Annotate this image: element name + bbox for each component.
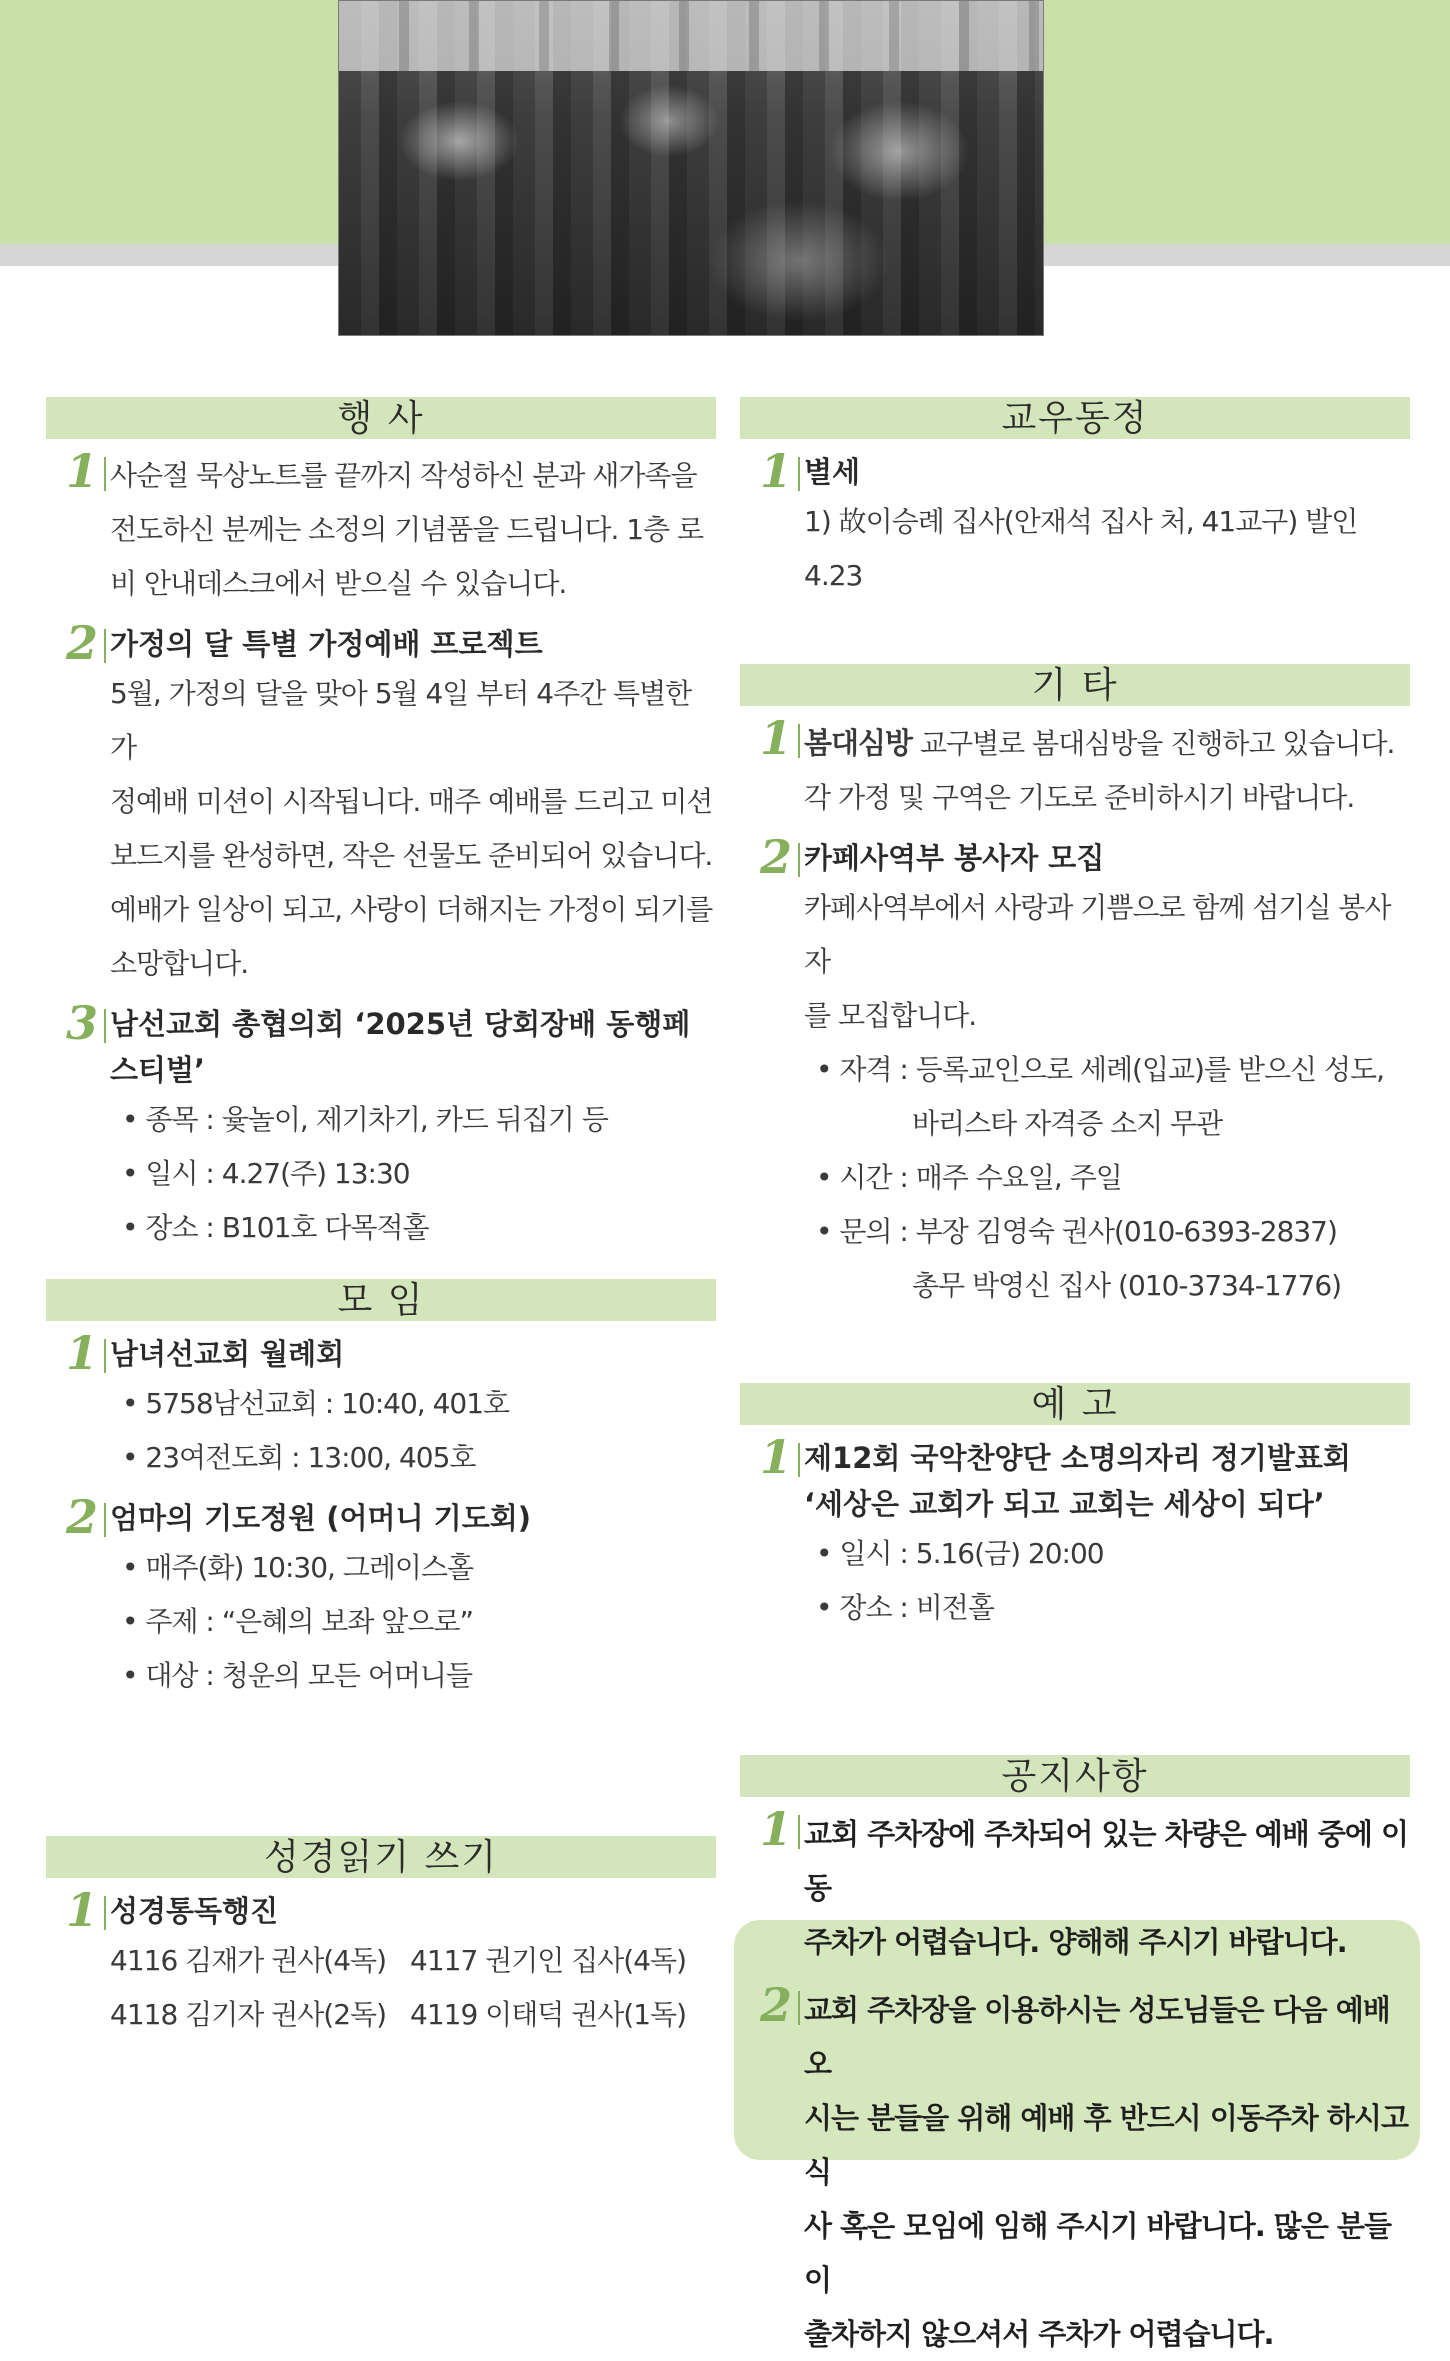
etc-item-2-bullet: • 자격 : 등록교인으로 세례(입교)를 받으신 성도, — [804, 1043, 1410, 1097]
fellowship-item-1-line: 1) 故이승례 집사(안재석 집사 처, 41교구) 발인 4.23 — [804, 505, 1358, 592]
item-number: 2 — [66, 616, 99, 670]
meetings-item-2 — [46, 1490, 716, 1703]
bible-entry: 4116 김재가 권사(4독) — [110, 1944, 387, 1977]
bible-entry: 4119 이태덕 권사(1독) — [410, 1998, 687, 2031]
preview-item-1-bullet: • 일시 : 5.16(금) 20:00 — [804, 1527, 1410, 1581]
meetings-item-1-title: 남녀선교회 월례회 — [110, 1337, 345, 1371]
preview-item-1-subtitle: ‘세상은 교회가 되고 교회는 세상이 되다’ — [804, 1487, 1325, 1521]
preview-item-1-title: 제12회 국악찬양단 소명의자리 정기발표회 — [804, 1441, 1351, 1475]
notice-title: 공지사항 — [740, 1755, 1410, 1797]
item-number: 1 — [66, 1883, 99, 1937]
congregation-photo — [338, 0, 1044, 336]
preview-section — [740, 1383, 1410, 1635]
number-divider — [104, 1503, 106, 1537]
item-number: 3 — [66, 996, 99, 1050]
events-item-2-line: 예배가 일상이 되고, 사랑이 더해지는 가정이 되기를 — [110, 893, 713, 926]
preview-title: 예 고 — [740, 1383, 1410, 1425]
etc-item-2-line: 를 모집합니다. — [804, 999, 977, 1032]
number-divider — [104, 1339, 106, 1373]
events-item-3-title: 남선교회 총협의회 ‘2025년 당회장배 동행페스티벌’ — [110, 1007, 691, 1087]
etc-section — [740, 664, 1410, 1313]
bible-section — [46, 1836, 716, 2042]
events-item-2-line: 소망합니다. — [110, 947, 249, 980]
item-number: 2 — [760, 1978, 793, 2032]
notice-item-2-line: 출차하지 않으셔서 주차가 어렵습니다. — [804, 2317, 1274, 2351]
meetings-item-2-bullet: • 주제 : “은혜의 보좌 앞으로” — [110, 1595, 716, 1649]
etc-item-1-inline: 교구별로 봄대심방을 진행하고 있습니다. — [919, 727, 1395, 760]
events-title: 행 사 — [46, 397, 716, 439]
events-item-2-title: 가정의 달 특별 가정예배 프로젝트 — [110, 627, 543, 661]
number-divider — [798, 724, 800, 758]
item-number: 2 — [66, 1490, 99, 1544]
meetings-item-1-bullet: • 23여전도회 : 13:00, 405호 — [110, 1431, 716, 1485]
etc-item-1 — [740, 711, 1410, 825]
notice-item-1-line: 교회 주차장에 주차되어 있는 차량은 예배 중에 이동 — [804, 1817, 1408, 1905]
events-item-3-bullet: • 일시 : 4.27(주) 13:30 — [110, 1147, 716, 1201]
etc-item-1-title: 봄대심방 — [804, 726, 913, 760]
events-item-2-line: 보드지를 완성하면, 작은 선물도 준비되어 있습니다. — [110, 839, 713, 872]
number-divider — [798, 1443, 800, 1477]
events-item-2-line: 정예배 미션이 시작됩니다. 매주 예배를 드리고 미션 — [110, 785, 713, 818]
preview-item-1 — [740, 1430, 1410, 1635]
number-divider — [104, 1009, 106, 1043]
events-item-1 — [46, 444, 716, 611]
notice-item-2 — [740, 1978, 1410, 2361]
etc-item-2-line: 카페사역부에서 사랑과 기쁨으로 함께 섬기실 봉사자 — [804, 891, 1391, 978]
notice-item-1 — [740, 1802, 1410, 1969]
etc-item-2-title: 카페사역부 봉사자 모집 — [804, 841, 1105, 875]
item-number: 1 — [760, 711, 793, 765]
etc-item-1-line: 각 가정 및 구역은 기도로 준비하시기 바랍니다. — [804, 781, 1355, 814]
fellowship-item-1-title: 별세 — [804, 455, 861, 489]
item-number: 1 — [66, 1326, 99, 1380]
etc-item-2-bullet-cont: 바리스타 자격증 소지 무관 — [912, 1107, 1223, 1140]
meetings-item-2-bullet: • 대상 : 청운의 모든 어머니들 — [110, 1649, 716, 1703]
item-number: 1 — [760, 1430, 793, 1484]
meetings-item-2-bullet: • 매주(화) 10:30, 그레이스홀 — [110, 1541, 716, 1595]
number-divider — [798, 1991, 800, 2025]
number-divider — [104, 457, 106, 491]
item-number: 1 — [66, 444, 99, 498]
events-item-1-line: 사순절 묵상노트를 끝까지 작성하신 분과 새가족을 — [110, 459, 697, 492]
item-number: 1 — [760, 1802, 793, 1856]
events-section — [46, 397, 716, 1255]
events-item-1-line: 비 안내데스크에서 받으실 수 있습니다. — [110, 567, 567, 600]
etc-item-1-head — [804, 716, 1410, 771]
events-item-2-line: 5월, 가정의 달을 맞아 5월 4일 부터 4주간 특별한 가 — [110, 677, 692, 764]
number-divider — [798, 843, 800, 877]
notice-item-2-line: 사 혹은 모임에 임해 주시기 바랍니다. 많은 분들이 — [804, 2209, 1391, 2297]
bible-entry: 4118 김기자 권사(2독) — [110, 1998, 387, 2031]
photo-windows — [339, 1, 1043, 71]
number-divider — [798, 1815, 800, 1849]
etc-item-2-bullet-cont: 총무 박영신 집사 (010-3734-1776) — [912, 1269, 1342, 1302]
meetings-item-1-bullet: • 5758남선교회 : 10:40, 401호 — [110, 1377, 716, 1431]
notice-item-1-line: 주차가 어렵습니다. 양해해 주시기 바랍니다. — [804, 1925, 1347, 1959]
fellowship-section — [740, 397, 1410, 603]
number-divider — [104, 1896, 106, 1930]
bible-row — [110, 1988, 716, 2042]
fellowship-title: 교우동정 — [740, 397, 1410, 439]
meetings-title: 모 임 — [46, 1279, 716, 1321]
bible-title: 성경읽기 쓰기 — [46, 1836, 716, 1878]
events-item-3 — [46, 996, 716, 1255]
fellowship-item-1 — [740, 444, 1410, 603]
meetings-section — [46, 1279, 716, 1703]
number-divider — [798, 457, 800, 491]
notice-item-2-line: 시는 분들을 위해 예배 후 반드시 이동주차 하시고 식 — [804, 2101, 1408, 2189]
bible-row — [110, 1934, 716, 1988]
notice-section — [740, 1755, 1410, 2361]
item-number: 1 — [760, 444, 793, 498]
events-item-1-line: 전도하신 분께는 소정의 기념품을 드립니다. 1층 로 — [110, 513, 704, 546]
events-item-2 — [46, 616, 716, 991]
item-number: 2 — [760, 830, 793, 884]
number-divider — [104, 629, 106, 663]
bible-item-1 — [46, 1883, 716, 2042]
events-item-3-bullet: • 장소 : B101호 다목적홀 — [110, 1201, 716, 1255]
notice-item-2-line: 교회 주차장을 이용하시는 성도님들은 다음 예배 오 — [804, 1993, 1390, 2081]
meetings-item-1 — [46, 1326, 716, 1485]
events-item-3-bullet: • 종목 : 윷놀이, 제기차기, 카드 뒤집기 등 — [110, 1093, 716, 1147]
etc-title: 기 타 — [740, 664, 1410, 706]
bible-entry: 4117 권기인 집사(4독) — [410, 1944, 687, 1977]
bible-item-1-title: 성경통독행진 — [110, 1894, 279, 1928]
preview-item-1-bullet: • 장소 : 비전홀 — [804, 1581, 1410, 1635]
meetings-item-2-title: 엄마의 기도정원 (어머니 기도회) — [110, 1501, 531, 1535]
etc-item-2 — [740, 830, 1410, 1313]
etc-item-2-bullet: • 문의 : 부장 김영숙 권사(010-6393-2837) — [804, 1205, 1410, 1259]
etc-item-2-bullet: • 시간 : 매주 수요일, 주일 — [804, 1151, 1410, 1205]
